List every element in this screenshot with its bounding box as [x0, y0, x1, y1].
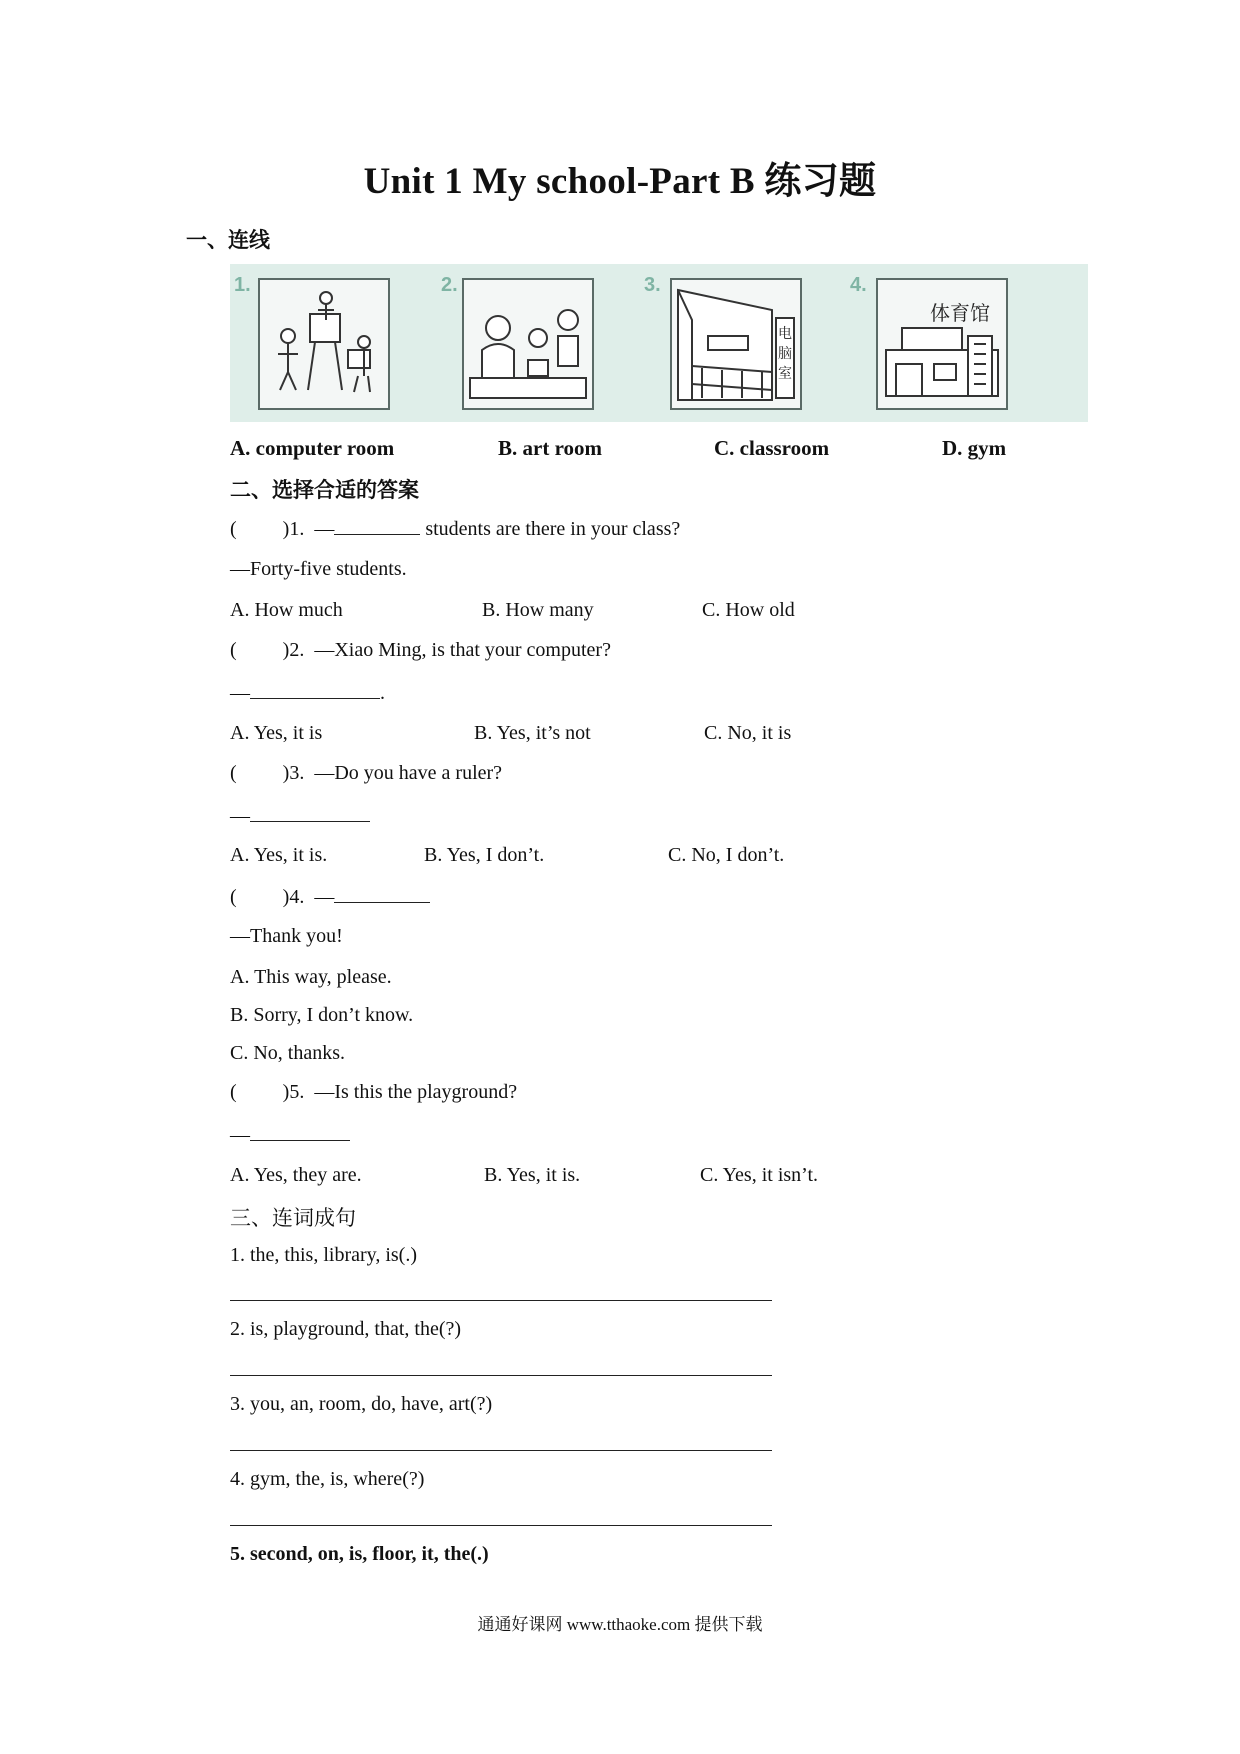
option-5a: A. Yes, they are. [230, 1164, 362, 1186]
picture-2-number: 2. [441, 274, 458, 296]
question-1 [230, 516, 680, 541]
section1-heading: 一、连线 [186, 228, 270, 252]
computer-room-icon [670, 278, 802, 410]
question-number: )2. [282, 639, 305, 661]
svg-text:电: 电 [778, 326, 792, 342]
question-prompt: —Xiao Ming, is that your computer? [314, 639, 611, 661]
question-prompt: —Do you have a ruler? [314, 762, 503, 784]
section3-heading: 三、连词成句 [230, 1206, 356, 1230]
option-2b: B. Yes, it’s not [474, 722, 591, 744]
picture-4-number: 4. [850, 274, 867, 296]
question-number: )4. [282, 886, 305, 908]
svg-text:室: 室 [778, 366, 792, 382]
reorder-item-2: 2. is, playground, that, the(?) [230, 1318, 462, 1340]
answer-line-3[interactable] [230, 1450, 772, 1451]
option-4a: A. This way, please. [230, 966, 392, 988]
blank-5[interactable] [250, 1122, 350, 1141]
question-number: )5. [282, 1081, 305, 1103]
svg-text:体育馆: 体育馆 [930, 301, 990, 325]
page-title: Unit 1 My school-Part B 练习题 [363, 161, 877, 202]
question-number: )3. [282, 762, 305, 784]
question-prompt: —Is this the playground? [314, 1081, 518, 1103]
picture-1-number: 1. [234, 274, 251, 296]
paren-open: ( [230, 1081, 237, 1103]
question-5 [230, 1081, 517, 1104]
classroom-icon [462, 278, 594, 410]
question-4 [230, 884, 430, 909]
option-5b: B. Yes, it is. [484, 1164, 581, 1186]
option-3b: B. Yes, I don’t. [424, 844, 545, 866]
dash: — [230, 682, 250, 704]
option-4b: B. Sorry, I don’t know. [230, 1004, 414, 1026]
gym-icon [876, 278, 1008, 410]
blank-2[interactable] [250, 680, 380, 699]
question-number: )1. [282, 518, 305, 540]
reorder-item-4: 4. gym, the, is, where(?) [230, 1468, 425, 1490]
dash: — [314, 518, 335, 540]
dash: — [314, 886, 335, 908]
option-5c: C. Yes, it isn’t. [700, 1164, 819, 1186]
answer-line-1[interactable] [230, 1300, 772, 1301]
period: . [380, 682, 385, 704]
response-4: —Thank you! [230, 925, 343, 947]
answer-line-2[interactable] [230, 1375, 772, 1376]
option-3c: C. No, I don’t. [668, 844, 785, 866]
label-b: B. art room [498, 436, 603, 460]
label-d: D. gym [942, 436, 1007, 460]
reorder-item-3: 3. you, an, room, do, have, art(?) [230, 1393, 493, 1415]
option-1b: B. How many [482, 599, 594, 621]
question-3 [230, 762, 502, 785]
section2-heading: 二、选择合适的答案 [230, 478, 419, 502]
footer: 通通好课网 www.tthaoke.com 提供下载 [477, 1615, 763, 1634]
response-1: —Forty-five students. [230, 558, 407, 580]
option-4c: C. No, thanks. [230, 1042, 345, 1064]
dash: — [230, 805, 250, 827]
paren-open: ( [230, 518, 237, 540]
paren-open: ( [230, 639, 237, 661]
label-c: C. classroom [714, 436, 830, 460]
label-a: A. computer room [230, 436, 395, 460]
option-3a: A. Yes, it is. [230, 844, 328, 866]
blank-4[interactable] [334, 884, 430, 903]
response-3 [230, 803, 370, 828]
reorder-item-5: 5. second, on, is, floor, it, the(.) [230, 1543, 489, 1565]
response-2 [230, 680, 385, 705]
blank-1[interactable] [334, 516, 420, 535]
paren-open: ( [230, 886, 237, 908]
option-2c: C. No, it is [704, 722, 792, 744]
dash: — [230, 1124, 250, 1146]
picture-strip [230, 264, 1088, 422]
picture-3-number: 3. [644, 274, 661, 296]
svg-text:脑: 脑 [778, 346, 792, 362]
blank-3[interactable] [250, 803, 370, 822]
question-2 [230, 639, 611, 662]
reorder-item-1: 1. the, this, library, is(.) [230, 1244, 418, 1266]
paren-open: ( [230, 762, 237, 784]
option-1c: C. How old [702, 599, 795, 621]
art-class-icon [258, 278, 390, 410]
question-prompt: students are there in your class? [420, 518, 681, 540]
answer-line-4[interactable] [230, 1525, 772, 1526]
response-5 [230, 1122, 350, 1147]
option-1a: A. How much [230, 599, 343, 621]
option-2a: A. Yes, it is [230, 722, 323, 744]
